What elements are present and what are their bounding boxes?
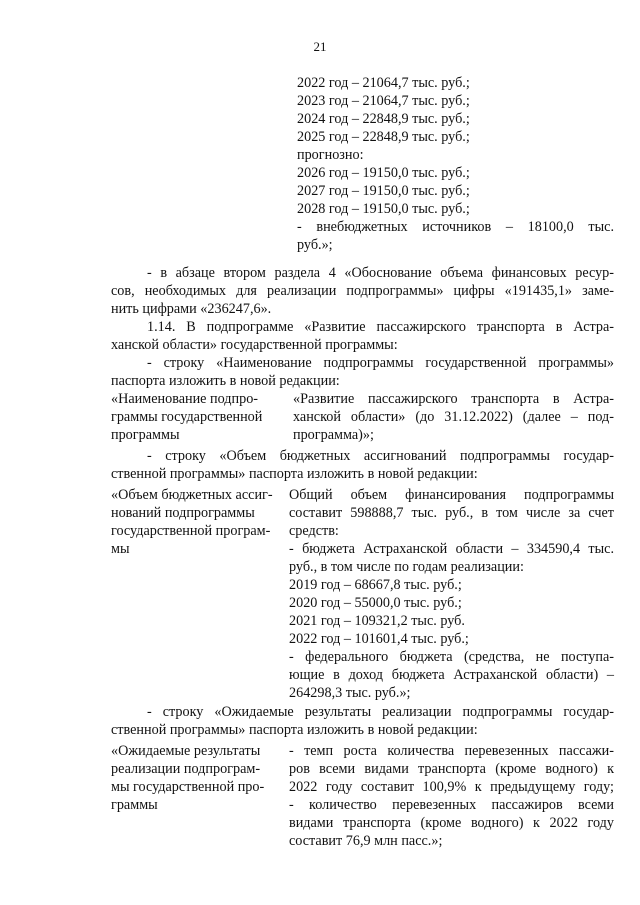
row-value-line: - бюджета Астраханской области – 334590,4 тыс. bbox=[289, 541, 614, 557]
row-label-line: граммы государственной bbox=[111, 409, 263, 425]
text-line: прогнозно: bbox=[297, 147, 364, 163]
row-label-line: мы государственной про- bbox=[111, 779, 265, 795]
row-value-line: 2019 год – 68667,8 тыс. руб.; bbox=[289, 577, 462, 593]
row-value-line: ров всеми видами транспорта (кроме водного) к bbox=[289, 761, 614, 777]
row-value-line: - количество перевезенных пассажиров всеми bbox=[289, 797, 614, 813]
row-value-line: - темп роста количества перевезенных пассажи- bbox=[289, 743, 614, 759]
text-line: руб.»; bbox=[297, 237, 333, 253]
text-line: 2026 год – 19150,0 тыс. руб.; bbox=[297, 165, 470, 181]
text-line: ственной программы» паспорта изложить в новой редакции: bbox=[111, 722, 478, 738]
text-line: 2028 год – 19150,0 тыс. руб.; bbox=[297, 201, 470, 217]
row-value-line: ющие в доход бюджета Астраханской области) – bbox=[289, 667, 614, 683]
row-value-line: 264298,3 тыс. руб.»; bbox=[289, 685, 411, 701]
text-line: - строку «Объем бюджетных ассигнований подпрограммы государ- bbox=[147, 448, 614, 464]
text-line: нить цифрами «236247,6». bbox=[111, 301, 272, 317]
row-value-line: программа)»; bbox=[293, 427, 374, 443]
row-label-line: реализации подпрограм- bbox=[111, 761, 261, 777]
row-value-line: составит 598888,7 тыс. руб., в том числе за счет bbox=[289, 505, 614, 521]
row-label-line: «Ожидаемые результаты bbox=[111, 743, 261, 759]
text-line: ханской области» государственной программы: bbox=[111, 337, 398, 353]
row-value-line: 2022 год – 101601,4 тыс. руб.; bbox=[289, 631, 469, 647]
text-line: паспорта изложить в новой редакции: bbox=[111, 373, 340, 389]
row-value-line: 2020 год – 55000,0 тыс. руб.; bbox=[289, 595, 462, 611]
row-value-line: составит 76,9 млн пасс.»; bbox=[289, 833, 443, 849]
row-label-line: «Объем бюджетных ассиг- bbox=[111, 487, 273, 503]
row-value-line: «Развитие пассажирского транспорта в Астра- bbox=[293, 391, 614, 407]
text-line: - внебюджетных источников – 18100,0 тыс. bbox=[297, 219, 614, 235]
row-value-line: Общий объем финансирования подпрограммы bbox=[289, 487, 614, 503]
text-line: ственной программы» паспорта изложить в новой редакции: bbox=[111, 466, 478, 482]
text-line: 2025 год – 22848,9 тыс. руб.; bbox=[297, 129, 470, 145]
row-label-line: мы bbox=[111, 541, 130, 557]
text-line: - строку «Ожидаемые результаты реализации подпрограммы государ- bbox=[147, 704, 614, 720]
text-line: - строку «Наименование подпрограммы государственной программы» bbox=[147, 355, 614, 371]
text-line: 1.14. В подпрограмме «Развитие пассажирского транспорта в Астра- bbox=[147, 319, 614, 335]
row-label-line: программы bbox=[111, 427, 180, 443]
row-value-line: 2021 год – 109321,2 тыс. руб. bbox=[289, 613, 465, 629]
text-line: - в абзаце втором раздела 4 «Обоснование объема финансовых ресур- bbox=[147, 265, 614, 281]
row-label-line: граммы bbox=[111, 797, 158, 813]
text-line: сов, необходимых для реализации подпрограммы» цифры «191435,1» заме- bbox=[111, 283, 614, 299]
row-value-line: средств: bbox=[289, 523, 339, 539]
row-value-line: - федерального бюджета (средства, не поступа- bbox=[289, 649, 614, 665]
row-value-line: руб., в том числе по годам реализации: bbox=[289, 559, 524, 575]
text-line: 2024 год – 22848,9 тыс. руб.; bbox=[297, 111, 470, 127]
row-value-line: ханской области» (до 31.12.2022) (далее – под- bbox=[293, 409, 614, 425]
row-label-line: нований подпрограммы bbox=[111, 505, 255, 521]
row-value-line: 2022 году составит 100,9% к предыдущему году; bbox=[289, 779, 614, 795]
page-number: 21 bbox=[313, 39, 327, 54]
text-line: 2022 год – 21064,7 тыс. руб.; bbox=[297, 75, 470, 91]
row-value-line: видами транспорта (кроме водного) к 2022 году bbox=[289, 815, 614, 831]
text-line: 2023 год – 21064,7 тыс. руб.; bbox=[297, 93, 470, 109]
row-label-line: «Наименование подпро- bbox=[111, 391, 259, 407]
row-label-line: государственной програм- bbox=[111, 523, 271, 539]
text-line: 2027 год – 19150,0 тыс. руб.; bbox=[297, 183, 470, 199]
